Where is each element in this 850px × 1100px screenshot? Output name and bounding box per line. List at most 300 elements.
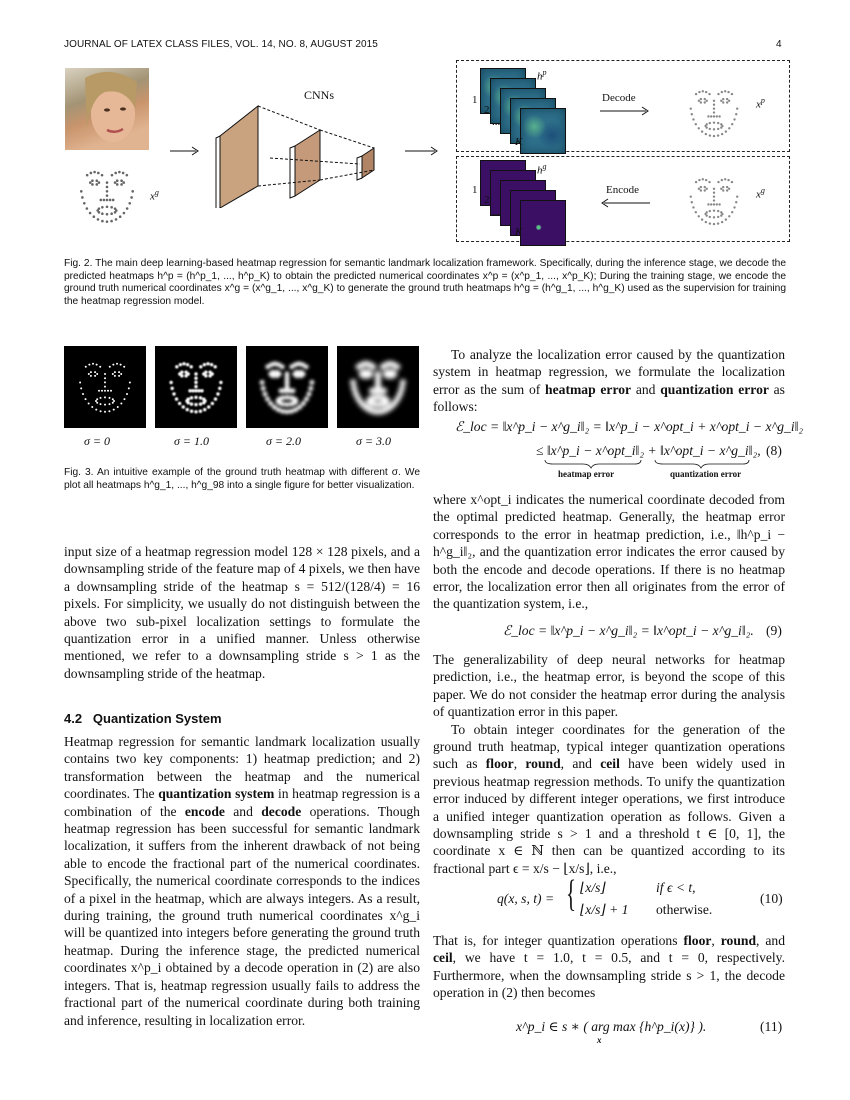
landmark-dot (95, 183, 98, 186)
landmark-dot (110, 206, 113, 209)
heatmap-peak (99, 366, 101, 368)
heatmap-peak (202, 401, 205, 404)
landmark-dot (106, 190, 109, 193)
heatmap-peak (301, 401, 306, 406)
landmark-dot (691, 113, 693, 115)
heatmap-peak (285, 384, 290, 389)
equation-8-line1: ℰ_loc = ‖x^p_i − x^g_i‖₂ = ‖x^p_i − x^opt_i + x^opt_i − x^g_i‖₂ (455, 419, 804, 434)
heatmap-peak (169, 381, 172, 384)
underbrace-icon (543, 459, 753, 469)
heatmap-peak (291, 388, 296, 393)
landmark-dot (83, 202, 86, 205)
landmark-dot (718, 203, 720, 205)
heatmap-peak (184, 370, 187, 373)
landmark-dot (735, 113, 737, 115)
heatmap-peak (389, 369, 395, 375)
landmark-dot (717, 181, 719, 183)
arrow-left-icon (600, 198, 650, 208)
landmark-dot (118, 171, 121, 174)
landmark-dot (690, 107, 692, 109)
landmark-dot (713, 128, 715, 130)
landmark-dot (698, 179, 700, 181)
landmark-dot (695, 211, 697, 213)
sigma-label: σ = 0 (84, 434, 111, 448)
heatmap-peak (210, 363, 213, 366)
landmark-dot (123, 212, 126, 215)
heatmap-peak (263, 392, 268, 397)
landmark-dot (731, 93, 733, 95)
left-brace-icon: { (566, 873, 577, 915)
landmark-dot (727, 179, 729, 181)
landmark-dot (705, 133, 707, 135)
landmark-dot (706, 211, 708, 213)
heatmap-peak (94, 371, 96, 373)
heatmap-peak (214, 397, 217, 400)
landmark-dot (727, 91, 729, 93)
landmark-dot (128, 202, 131, 205)
landmark-dot (101, 212, 104, 215)
landmark-dot (716, 115, 718, 117)
heatmap-peak (98, 390, 100, 392)
hp-label: $h^p$ (537, 68, 547, 83)
heatmap-peak (207, 405, 210, 408)
landmark-dot (114, 211, 117, 214)
heatmap-sigma-0 (64, 346, 146, 428)
landmark-dot (115, 218, 118, 221)
heatmap-peak (191, 389, 194, 392)
heatmap-peak (85, 366, 87, 368)
paragraph: input size of a heatmap regression model 128 × 128 pixels, and a downsampling stride of the feature map of 4 pixels, we then have a downsampling stride of the heatmap s = 512/(128/4) = 16 pixels. For simplicity, we usually do not distinguish between the above two sub-pixel localization settings to formulate the quantization error in a unified manner. Unless otherwise mentioned, we refer to a downsampling stride s > 1 as the downsampling stride of the heatmap. (64, 544, 420, 681)
landmark-dot (106, 181, 109, 184)
landmark-dot (733, 206, 735, 208)
heatmap-peak (265, 397, 270, 402)
landmark-dot (131, 190, 134, 193)
heatmap-peak (307, 392, 312, 397)
heatmap-peak (199, 402, 202, 405)
heatmap-peak (275, 370, 280, 375)
figure-3 (64, 346, 424, 430)
landmark-dot (709, 128, 711, 130)
equation-10-lhs: q(x, s, t) = (497, 891, 555, 906)
paragraph: To analyze the localization error caused by the quantization system in heatmap regression, we formulate the localization error as the sum of heatmap error and quantization error as follows: (433, 347, 785, 415)
landmark-dot (695, 93, 697, 95)
landmark-dot (106, 205, 109, 208)
heatmap-sigma-3 (337, 346, 419, 428)
heatmap-peak (178, 402, 181, 405)
heatmap-peak (280, 364, 285, 369)
landmark-dot (708, 181, 710, 183)
heatmap-peak (218, 387, 221, 390)
heatmap-peak (280, 409, 285, 414)
landmark-dot (701, 218, 703, 220)
landmark-dot (114, 207, 117, 210)
heatmap-peak (189, 365, 192, 368)
landmark-dot (728, 215, 730, 217)
landmark-dot (717, 210, 719, 212)
heatmap-peak (208, 374, 211, 377)
heatmap-peak (304, 397, 309, 402)
landmark-points-xp (680, 80, 750, 145)
heatmap-peak (194, 385, 197, 388)
landmark-dot (724, 178, 726, 180)
heatmap-peak (190, 396, 193, 399)
equation-8-line2: ≤ ‖x^p_i − x^opt_i‖₂ + ‖x^opt_i − x^g_i‖₂, (536, 443, 761, 458)
landmark-dot (700, 98, 702, 100)
heatmap-peak (114, 371, 116, 373)
heatmap-peak (117, 406, 119, 408)
landmark-dot (728, 100, 730, 102)
landmark-dot (709, 134, 711, 136)
landmark-dot (726, 98, 728, 100)
sigma-label: σ = 1.0 (174, 434, 210, 448)
heatmap-peak (90, 371, 92, 373)
landmark-dot (100, 199, 103, 202)
left-column-section (64, 733, 420, 1029)
heatmap-peak (104, 377, 106, 379)
landmark-dot (698, 188, 700, 190)
heatmap-peak (211, 402, 214, 405)
landmark-dot (713, 188, 715, 190)
landmark-dot (90, 172, 93, 175)
heatmap-peak (194, 410, 197, 413)
xp-label: $x^p$ (756, 96, 765, 111)
landmark-dot (710, 203, 712, 205)
heatmap-peak (194, 372, 197, 375)
landmark-dot (86, 174, 89, 177)
landmark-dot (698, 100, 700, 102)
heatmap-peak (261, 386, 266, 391)
heatmap-peak (100, 410, 102, 412)
heatmap-peak (394, 364, 400, 370)
landmark-dot (698, 91, 700, 93)
heatmap-peak (397, 391, 403, 397)
landmark-dot (713, 121, 715, 123)
heatmap-peak (104, 390, 106, 392)
stack-dots: ... (492, 206, 501, 218)
heatmap-peak (104, 404, 106, 406)
landmark-dot (106, 194, 109, 197)
heatmap-peak (194, 403, 197, 406)
heatmap-peak (186, 363, 189, 366)
heatmap-peak (365, 369, 371, 375)
landmark-dot (702, 178, 704, 180)
heatmap-peak (110, 390, 112, 392)
landmark-dot (91, 179, 94, 182)
right-column-intro (433, 346, 785, 416)
heatmap-peak (107, 390, 109, 392)
heatmap-peak (114, 375, 116, 377)
heatmap-peak (294, 370, 299, 375)
landmark-dot (98, 181, 101, 184)
heatmap-peak (91, 406, 93, 408)
landmark-dot (110, 220, 113, 223)
equation-10-case2: ⌊x/s⌋ + 1 (580, 902, 629, 917)
page-number: 4 (776, 39, 782, 50)
landmark-dot (728, 127, 730, 129)
heatmap-peak (285, 402, 290, 407)
landmark-points-xg-right (680, 168, 750, 233)
landmark-dot (716, 203, 718, 205)
heatmap-peak (90, 375, 92, 377)
landmark-dot (692, 118, 694, 120)
xg-right-label: $x^g$ (756, 186, 765, 201)
landmark-dot (106, 220, 109, 223)
landmark-dot (706, 188, 708, 190)
heatmap-peak (204, 370, 207, 373)
paragraph: To obtain integer coordinates for the generation of the ground truth heatmap, typical integer quantization operations such as floor, round, and ceil have been widely used in previous heatmap regression methods. To unify the quantization error induced by different integer operations, we first introduce a unified integer quantization operation as follows. Given a downsampling stride s > 1 and a threshold t ∈ [0, 1], the coordinate x ∈ ℕ then can be quantized according to its fractional part ϵ = x/s − ⌊x/s⌋, i.e., (433, 721, 785, 876)
landmark-dot (736, 195, 738, 197)
landmark-dot (81, 196, 84, 199)
landmark-dot (720, 126, 722, 128)
heatmap-peak (289, 409, 294, 414)
section-number: 4.2 (64, 711, 83, 726)
stack-index-2: 2 (484, 104, 490, 116)
landmark-dot (93, 215, 96, 218)
landmark-dot (705, 179, 707, 181)
heatmap-peak (88, 373, 90, 375)
paragraph: Heatmap regression for semantic landmark localization usually contains two key components: 1) heatmap prediction; and 2) transformation between the heatmap and the numerical coordinates. The quantization system in heatmap regression is a combination of the encode and decode operations. Though heatmap regression has been successful for semantic landmark localization, it suffers from the inherent drawback of not being able to encode the fractional part of the numerical coordinates. Specifically, the numerical coordinate corresponds to the indices of a pixel in the heatmap, which are always integers. As a result, during training, the ground truth numerical coordinates x^g_i will be quantized into integers before generating the ground truth heatmap. During the inference stage, the predicted numerical coordinates x^p_i obtained by a decode operation in (2) are also integers. That is, heatmap regression usually fails to address the fractional part of the numerical coordinate during both training and inference, resulting in localization error. (64, 734, 420, 1028)
paragraph: The generalizability of deep neural networks for heatmap prediction, i.e., the heatmap error, is beyond the scope of this paper. We do not consider the heatmap error during the analysis of quantization error in this paper. (433, 652, 785, 720)
quantization-error-label: quantization error (670, 469, 742, 479)
heatmap-peak (108, 410, 110, 412)
landmark-dot (111, 174, 114, 177)
heatmap-peak (101, 390, 103, 392)
stack-dots: ... (492, 116, 501, 128)
landmark-dot (695, 181, 697, 183)
landmark-dot (704, 98, 706, 100)
landmark-dot (731, 181, 733, 183)
landmark-dot (93, 171, 96, 174)
hg-label: $h^g$ (537, 162, 547, 177)
heatmap-sigma-1 (155, 346, 237, 428)
landmark-dot (122, 172, 125, 175)
heatmap-peak (116, 363, 118, 365)
heatmap-peak (179, 363, 182, 366)
landmark-dot (91, 183, 94, 186)
heatmap-peak (104, 373, 106, 375)
landmark-dot (709, 222, 711, 224)
heatmap-peak (100, 397, 102, 399)
heatmap-peak (370, 364, 376, 370)
heatmap-peak (109, 403, 111, 405)
landmark-dot (713, 209, 715, 211)
landmark-dot (724, 90, 726, 92)
heatmap-peak (120, 373, 122, 375)
landmark-dot (720, 214, 722, 216)
equation-10-cond2: otherwise. (656, 902, 713, 917)
landmark-dot (116, 179, 119, 182)
heatmap-error-label: heatmap error (558, 469, 615, 479)
landmark-dot (700, 186, 702, 188)
landmark-dot (713, 104, 715, 106)
heatmap-peak (85, 398, 87, 400)
heatmap-peak (285, 376, 290, 381)
equation-10-number: (10) (760, 891, 783, 906)
landmark-dot (114, 181, 117, 184)
heatmap-peak (186, 397, 189, 400)
landmark-dot (106, 199, 109, 202)
landmark-dot (713, 100, 715, 102)
heatmap-peak (109, 366, 111, 368)
sigma-label: σ = 2.0 (266, 434, 302, 448)
heatmap-peak (285, 409, 290, 414)
equation-8-number: (8) (766, 443, 782, 458)
equation-11: x^p_i ∈ s ∗ ( arg max {h^p_i(x)} ). (516, 1019, 707, 1034)
heatmap-peak (88, 364, 90, 366)
heatmap-peak (120, 364, 122, 366)
heatmap-peak (96, 364, 98, 366)
landmark-dot (707, 115, 709, 117)
landmark-dot (721, 133, 723, 135)
heatmap-peak (170, 387, 173, 390)
heatmap-peak (199, 410, 202, 413)
landmark-dot (119, 215, 122, 218)
landmark-dot (692, 206, 694, 208)
stack-index-1: 1 (472, 94, 478, 106)
cnn-diagram (210, 98, 400, 208)
landmark-dot (695, 123, 697, 125)
heatmap-peak (213, 365, 216, 368)
landmark-dot (713, 203, 715, 205)
landmark-dot (720, 100, 722, 102)
landmark-dot (717, 222, 719, 224)
landmark-dot (728, 188, 730, 190)
landmark-dot (713, 107, 715, 109)
landmark-dot (731, 211, 733, 213)
heatmap-peak (95, 400, 97, 402)
heatmap-peak (285, 380, 290, 385)
landmark-dot (101, 220, 104, 223)
sigma-label: σ = 3.0 (356, 434, 392, 448)
heatmap-peak (268, 401, 273, 406)
landmark-dot (726, 186, 728, 188)
heatmap-peak (184, 374, 187, 377)
heatmap-peak (112, 398, 114, 400)
heatmap-peak (94, 375, 96, 377)
landmark-dot (126, 207, 129, 210)
landmark-dot (713, 223, 715, 225)
heatmap-peak (128, 387, 130, 389)
landmark-dot (101, 206, 104, 209)
gt-heatmap-tile (520, 200, 566, 246)
stack-index-k: K (515, 226, 523, 238)
heatmap-peak (208, 370, 211, 373)
heatmap-peak (112, 364, 114, 366)
landmark-dot (721, 179, 723, 181)
landmark-dot (709, 216, 711, 218)
landmark-dot (691, 201, 693, 203)
equation-9: ℰ_loc = ‖x^p_i − x^g_i‖₂ = ‖x^opt_i − x^g_i‖₂. (503, 623, 754, 638)
arrow-right-icon (405, 146, 439, 156)
heatmap-peak (113, 400, 115, 402)
right-column-para5 (433, 932, 785, 1002)
landmark-dot (713, 216, 715, 218)
heatmap-peak (194, 389, 197, 392)
heatmap-peak (399, 385, 405, 391)
heatmap-peak (197, 389, 200, 392)
landmark-dot (726, 101, 728, 103)
landmark-dot (704, 186, 706, 188)
heatmap-peak (350, 379, 356, 385)
heatmap-peak (190, 410, 193, 413)
heatmap-peak (308, 386, 313, 391)
decode-label: Decode (602, 92, 636, 104)
landmark-dot (120, 179, 123, 182)
heatmap-peak (104, 381, 106, 383)
heatmap-peak (194, 376, 197, 379)
landmark-dot (713, 199, 715, 201)
landmark-dot (126, 174, 129, 177)
heatmap-peak (190, 402, 193, 405)
heatmap-peak (112, 373, 114, 375)
landmark-dot (116, 183, 119, 186)
landmark-dot (713, 195, 715, 197)
heatmap-peak (118, 371, 120, 373)
heatmap-peak (182, 405, 185, 408)
landmark-dot (103, 199, 106, 202)
landmark-dot (720, 123, 722, 125)
heatmap-peak (202, 397, 205, 400)
landmark-points-xg (68, 158, 148, 233)
face-photo (65, 68, 149, 150)
landmark-dot (114, 172, 117, 175)
heatmap-peak (129, 381, 131, 383)
paragraph: That is, for integer quantization operations floor, round, and ceil, we have t = 1.0, t = 0.5, and t = 0, respectively. Furthermore, when the downsampling stride s > 1, the decode operation in (2) then becomes (433, 933, 785, 1001)
heatmap-peak (104, 411, 106, 413)
heatmap-peak (292, 397, 297, 402)
landmark-dot (722, 101, 724, 103)
journal-header: JOURNAL OF LATEX CLASS FILES, VOL. 14, NO. 8, AUGUST 2015 (64, 39, 378, 50)
heatmap-sigma-2 (246, 346, 328, 428)
landmark-dot (704, 189, 706, 191)
heatmap-peak (104, 396, 106, 398)
landmark-dot (704, 101, 706, 103)
landmark-dot (708, 93, 710, 95)
landmark-dot (80, 190, 83, 193)
heatmap-peak (285, 372, 290, 377)
face-photo-illustration (65, 68, 149, 150)
stack-index-k: K (515, 136, 523, 148)
heatmap-peak (351, 385, 357, 391)
arrow-right-icon (600, 106, 650, 116)
heatmap-peak (200, 389, 203, 392)
landmark-dot (731, 123, 733, 125)
landmark-dot (718, 115, 720, 117)
paragraph: where x^opt_i indicates the numerical coordinate decoded from the optimal predicted heatmap. Generally, the heatmap error corresponds to the error in heatmap prediction, i.e., ‖h^p_i − h^g_i‖₂, and the quantization error indicates the error caused by both the encode and decode operations. If there is no heatmap error, the localization error then all originates from the error of the quantization system, i.e., (433, 492, 785, 612)
heatmap-peak (304, 364, 309, 369)
heatmap-peak (88, 402, 90, 404)
heatmap-peak (381, 388, 387, 394)
landmark-dot (710, 115, 712, 117)
heatmap-peak (299, 370, 304, 375)
landmark-dot (110, 212, 113, 215)
landmark-dot (702, 90, 704, 92)
equation-11-number: (11) (760, 1019, 783, 1034)
heatmap-peak (95, 409, 97, 411)
landmark-dot (706, 123, 708, 125)
landmark-dot (717, 128, 719, 130)
heatmap-peak (309, 380, 314, 385)
heatmap-peak (400, 379, 406, 385)
landmark-dot (130, 196, 133, 199)
landmark-dot (122, 181, 125, 184)
arrow-right-icon (170, 146, 200, 156)
heatmap-peak (112, 402, 114, 404)
landmark-dot (86, 207, 89, 210)
landmark-dot (106, 186, 109, 189)
heatmap-peak (270, 370, 275, 375)
landmark-dot (690, 195, 692, 197)
